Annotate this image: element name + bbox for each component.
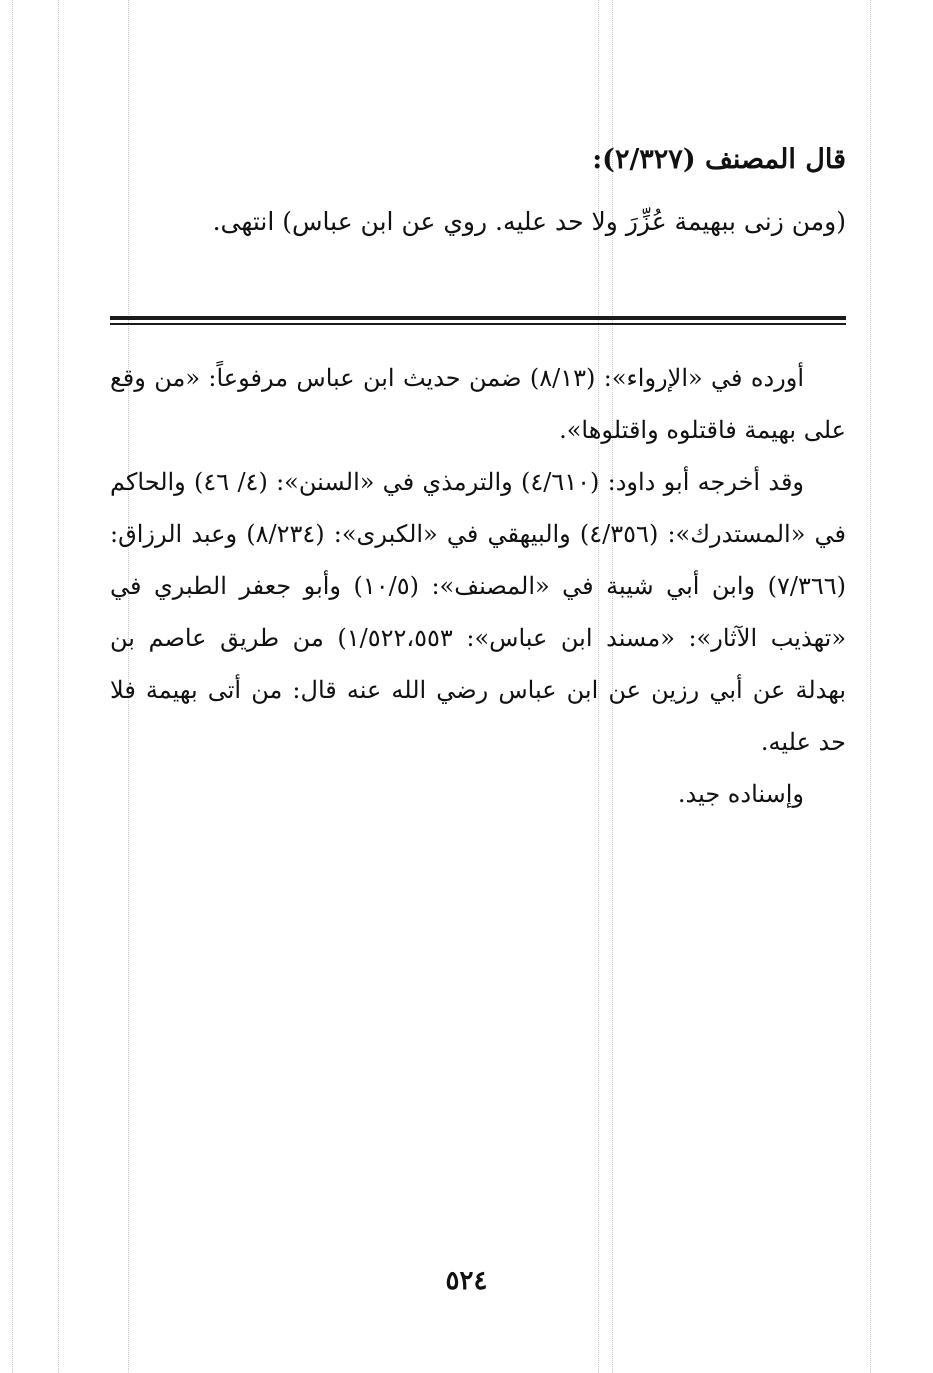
separator-thick-rule [110, 316, 846, 320]
quote-paragraph: (ومن زنى ببهيمة عُزِّرَ ولا حد عليه. روي عن ابن عباس) انتهى. [212, 207, 846, 236]
page-number: ٥٢٤ [445, 1266, 488, 1296]
section-heading: قال المصنف (٢/٣٢٧): [592, 144, 846, 175]
footnote-separator [110, 316, 846, 326]
scan-artifact-line [58, 0, 59, 1373]
separator-thin-rule [110, 323, 846, 325]
commentary-text [110, 352, 846, 820]
commentary-paragraph-1: أورده في «الإرواء»: (٨/١٣) ضمن حديث ابن عباس مرفوعاً: «من وقع على بهيمة فاقتلوه واقتلوها». [110, 364, 846, 444]
quoted-text [110, 196, 846, 248]
scan-artifact-line [870, 0, 871, 1373]
commentary-paragraph-3: وإسناده جيد. [677, 780, 804, 808]
commentary-paragraph-2: وقد أخرجه أبو داود: (٤/٦١٠) والترمذي في «السنن»: (٤/ ٤٦) والحاكم في «المستدرك»: (٤/٣٥٦) والبيهقي في «الكبرى»: (٨/٢٣٤) وعبد الرزاق: (٧/٣٦٦) وابن أبي شيبة في «المصنف»: (١٠/٥) وأبو جعفر الطبري في «تهذيب الآثار»: «مسند ابن عباس»: ١/٥٢٢،٥٥٣) من طريق عاصم بن بهدلة عن أبي رزين عن ابن عباس رضي الله عنه قال: من أتى بهيمة فلا حد عليه. [110, 468, 847, 756]
scan-artifact-line [12, 0, 13, 1373]
